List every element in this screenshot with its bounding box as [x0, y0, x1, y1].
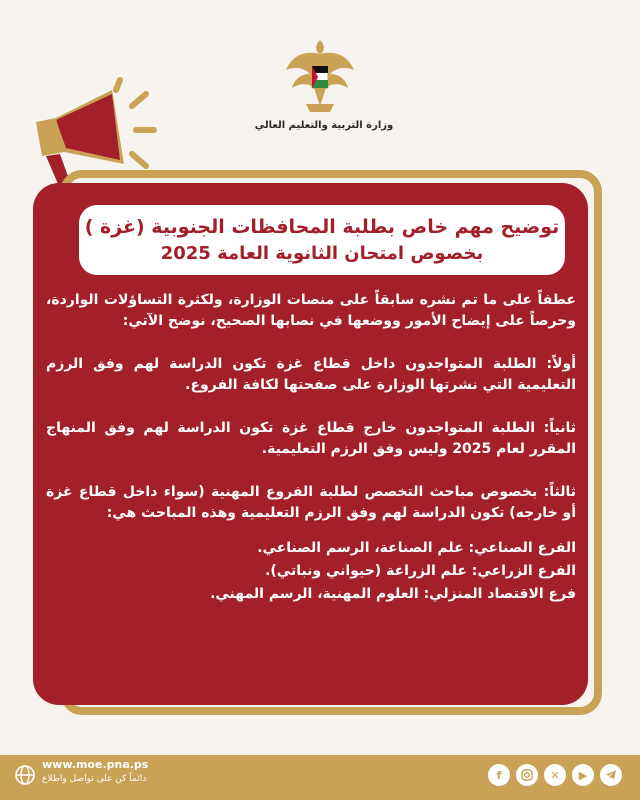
- instagram-icon[interactable]: [516, 764, 538, 786]
- title-line-2: بخصوص امتحان الثانوية العامة 2025: [160, 243, 484, 264]
- branch-agricultural: الفرع الزراعي: علم الزراعة (حيواني ونباتي).: [265, 563, 576, 579]
- youtube-icon[interactable]: ▶: [572, 764, 594, 786]
- branch-industrial: الفرع الصناعي: علم الصناعة، الرسم الصناعي.: [257, 540, 576, 556]
- title-box: [79, 205, 565, 275]
- telegram-icon[interactable]: [600, 764, 622, 786]
- globe-icon: [14, 764, 36, 786]
- intro-paragraph: عطفاً على ما تم نشره سابقاً على منصات الوزارة، ولكثرة التساؤلات الواردة، وحرصاً على إيضاح الأمور ووضعها في نصابها الصحيح، نوضح الآتي:: [46, 292, 576, 329]
- point-2: ثانياً: الطلبة المتواجدون خارج قطاع غزة تكون الدراسة لهم وفق المنهاج المقرر لعام 2025 وليس وفق الرزم التعليمية.: [46, 420, 576, 457]
- point-1: أولاً: الطلبة المتواجدون داخل قطاع غزة تكون الدراسة لهم وفق الرزم التعليمية التي نشرتها الوزارة على صفحتها لكافة الفروع.: [46, 356, 576, 393]
- ministry-name: وزارة التربية والتعليم العالي: [254, 120, 394, 131]
- social-links: [488, 764, 622, 786]
- footer-slogan: دائماً كن على تواصل واطلاع: [42, 774, 147, 784]
- announcement-body: [46, 290, 576, 607]
- website-link[interactable]: www.moe.pna.ps: [42, 758, 149, 771]
- point-3: ثالثاً: بخصوص مباحث التخصص لطلبة الفروع المهنية (سواء داخل قطاع غزة أو خارجه) تكون الدراسة لهم وفق الرزم التعليمية وهذه المباحث هي:: [46, 484, 576, 521]
- title-line-1: توضيح مهم خاص بطلبة المحافظات الجنوبية (غزة ): [84, 216, 560, 238]
- ministry-emblem-icon: [284, 36, 356, 116]
- facebook-icon[interactable]: f: [488, 764, 510, 786]
- x-icon[interactable]: ✕: [544, 764, 566, 786]
- branch-home-economics: فرع الاقتصاد المنزلي: العلوم المهنية، الرسم المهني.: [210, 586, 576, 602]
